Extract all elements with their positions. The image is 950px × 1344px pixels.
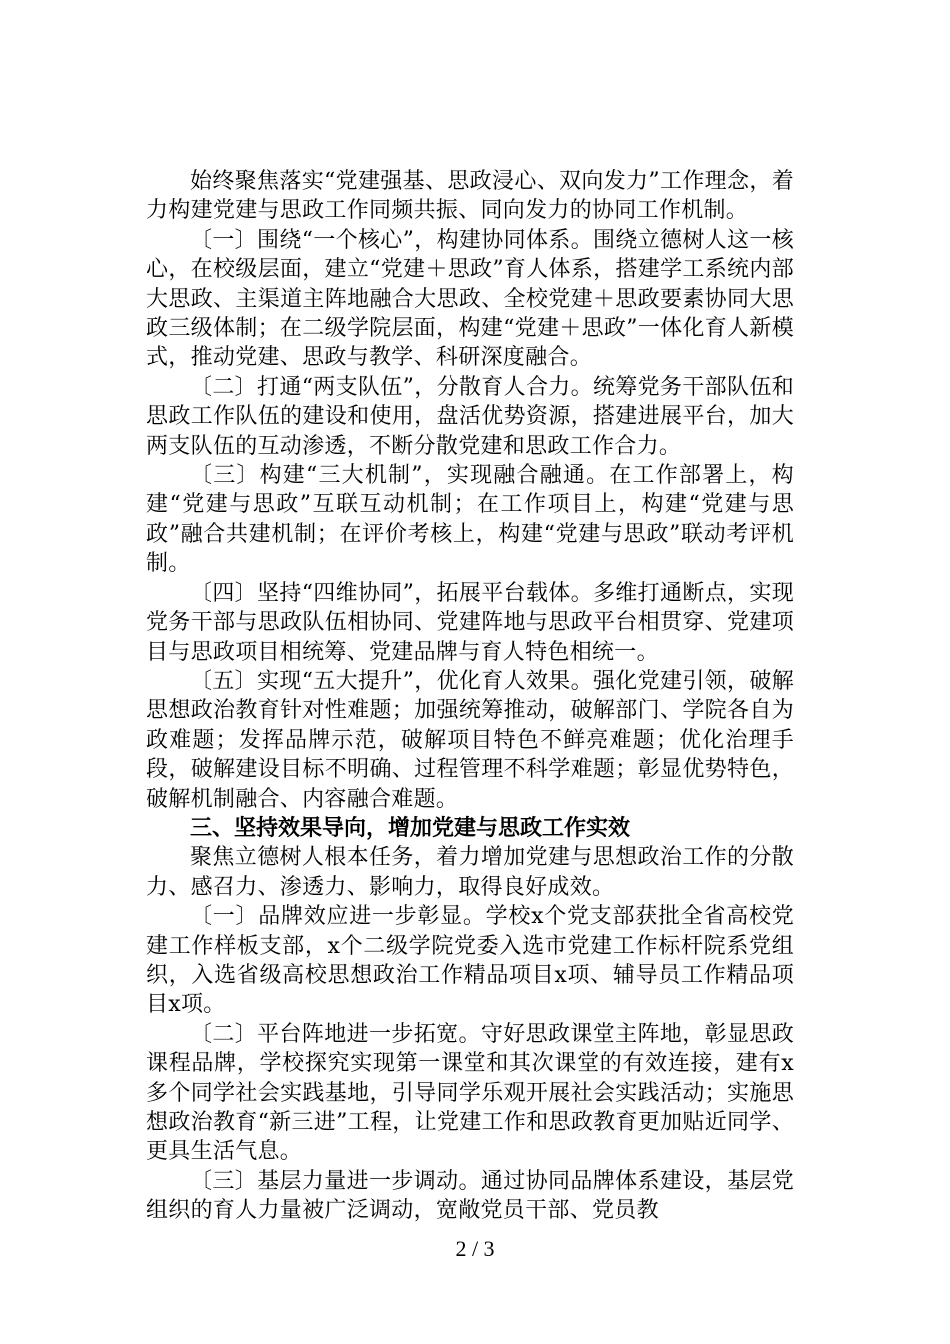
paragraph-brand-effect: 〔一〕品牌效应进一步彰显。学校x个党支部获批全省高校党建工作样板支部，x个二级学院党委入选市党建工作标杆院系党组织，入选省级高校思想政治工作精品项目x项、辅导员工作精品项目x项。: [146, 904, 794, 1018]
paragraph-intro: 始终聚焦落实“党建强基、思政浸心、双向发力”工作理念，着力构建党建与思政工作同频共振、同向发力的协同工作机制。: [146, 169, 794, 224]
paragraph-five-improvements: 〔五〕实现“五大提升”，优化育人效果。强化党建引领，破解思想政治教育针对性难题；加强统筹推动，破解部门、学院各自为政难题；发挥品牌示范，破解项目特色不鲜亮难题；优化治理手段，破解建设目标不明确、过程管理不科学难题；彰显优势特色，破解机制融合、内容融合难题。: [146, 668, 794, 812]
paragraph-two-teams: 〔二〕打通“两支队伍”，分散育人合力。统筹党务干部队伍和思政工作队伍的建设和使用，盘活优势资源，搭建进展平台，加大两支队伍的互动渗透，不断分散党建和思政工作合力。: [146, 374, 794, 459]
paragraph-four-dimensions: 〔四〕坚持“四维协同”，拓展平台载体。多维打通断点，实现党务干部与思政队伍相协同、党建阵地与思政平台相贯穿、党建项目与思政项目相统筹、党建品牌与育人特色相统一。: [146, 580, 794, 665]
document-body: [146, 167, 794, 1226]
paragraph-grassroots: 〔三〕基层力量进一步调动。通过协同品牌体系建设，基层党组织的育人力量被广泛调动，宽敞党员干部、党员教: [146, 1168, 794, 1224]
paragraph-core: 〔一〕围绕“一个核心”，构建协同体系。围绕立德树人这一核心，在校级层面，建立“党建＋思政”育人体系，搭建学工系统内部大思政、主渠道主阵地融合大思政、全校党建＋思政要素协同大思政三级体制；在二级学院层面，构建“党建＋思政”一体化育人新模式，推动党建、思政与教学、科研深度融合。: [146, 227, 794, 371]
paragraph-three-mechanisms: 〔三〕构建“三大机制”，实现融合融通。在工作部署上，构建“党建与思政”互联互动机制；在工作项目上，构建“党建与思政”融合共建机制；在评价考核上，构建“党建与思政”联动考评机制。: [146, 463, 794, 577]
page-number: 2 / 3: [455, 1236, 495, 1261]
section-heading: 三、坚持效果导向，增加党建与思政工作实效: [190, 815, 631, 841]
paragraph-section-intro: 聚焦立德树人根本任务，着力增加党建与思想政治工作的分散力、感召力、渗透力、影响力，取得良好成效。: [146, 845, 794, 900]
paragraph-platform: 〔二〕平台阵地进一步拓宽。守好思政课堂主阵地，彰显思政课程品牌，学校探究实现第一课堂和其次课堂的有效连接，建有x多个同学社会实践基地，引导同学乐观开展社会实践活动；实施思想政治教育“新三进”工程，让党建工作和思政教育更加贴近同学、更具生活气息。: [146, 1021, 794, 1165]
